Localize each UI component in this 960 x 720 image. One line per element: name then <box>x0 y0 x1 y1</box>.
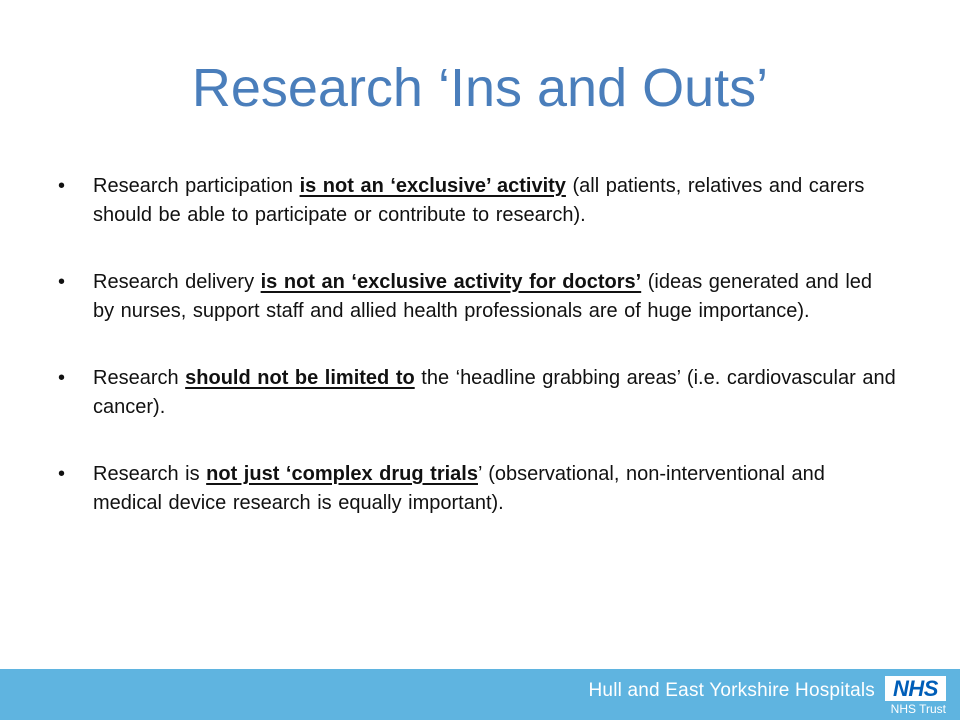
bullet-emphasis: is not an ‘exclusive activity for doctors’ <box>260 271 642 293</box>
bullet-text-after: ’ (observational, non-interventional and medical device research is equally important). <box>93 463 825 514</box>
slide-title: Research ‘Ins and Outs’ <box>191 58 769 118</box>
bullet-text-after: (all patients, relatives and carers should be able to participate or contribute to research). <box>93 175 865 226</box>
bullet-item-participation <box>58 172 898 230</box>
nhs-logo <box>885 676 946 701</box>
bullet-item-scope <box>58 364 898 422</box>
footer-bar <box>0 669 960 720</box>
bullet-text-before: Research is <box>93 463 207 485</box>
bullet-list <box>58 172 898 556</box>
bullet-item-types <box>58 460 898 518</box>
bullet-text-before: Research participation <box>93 175 300 197</box>
bullet-item-delivery <box>58 268 898 326</box>
bullet-emphasis: is not an ‘exclusive’ activity <box>299 175 566 197</box>
bullet-emphasis: should not be limited to <box>185 367 415 389</box>
nhs-logo-text: NHS <box>893 675 938 701</box>
bullet-text-before: Research <box>93 367 186 389</box>
bullet-marker: • <box>58 175 66 197</box>
bullet-marker: • <box>58 271 66 293</box>
bullet-marker: • <box>58 463 66 485</box>
bullet-text-after: the ‘headline grabbing areas’ (i.e. cardiovascular and cancer). <box>93 367 896 418</box>
bullet-emphasis: not just ‘complex drug trials <box>206 463 478 485</box>
bullet-text-before: Research delivery <box>93 271 261 293</box>
bullet-text-after: (ideas generated and led by nurses, support staff and allied health professionals are of huge importance). <box>93 271 873 322</box>
bullet-marker: • <box>58 367 66 389</box>
footer-organization-name: Hull and East Yorkshire Hospitals <box>588 680 875 701</box>
footer-trust-label: NHS Trust <box>890 702 946 716</box>
